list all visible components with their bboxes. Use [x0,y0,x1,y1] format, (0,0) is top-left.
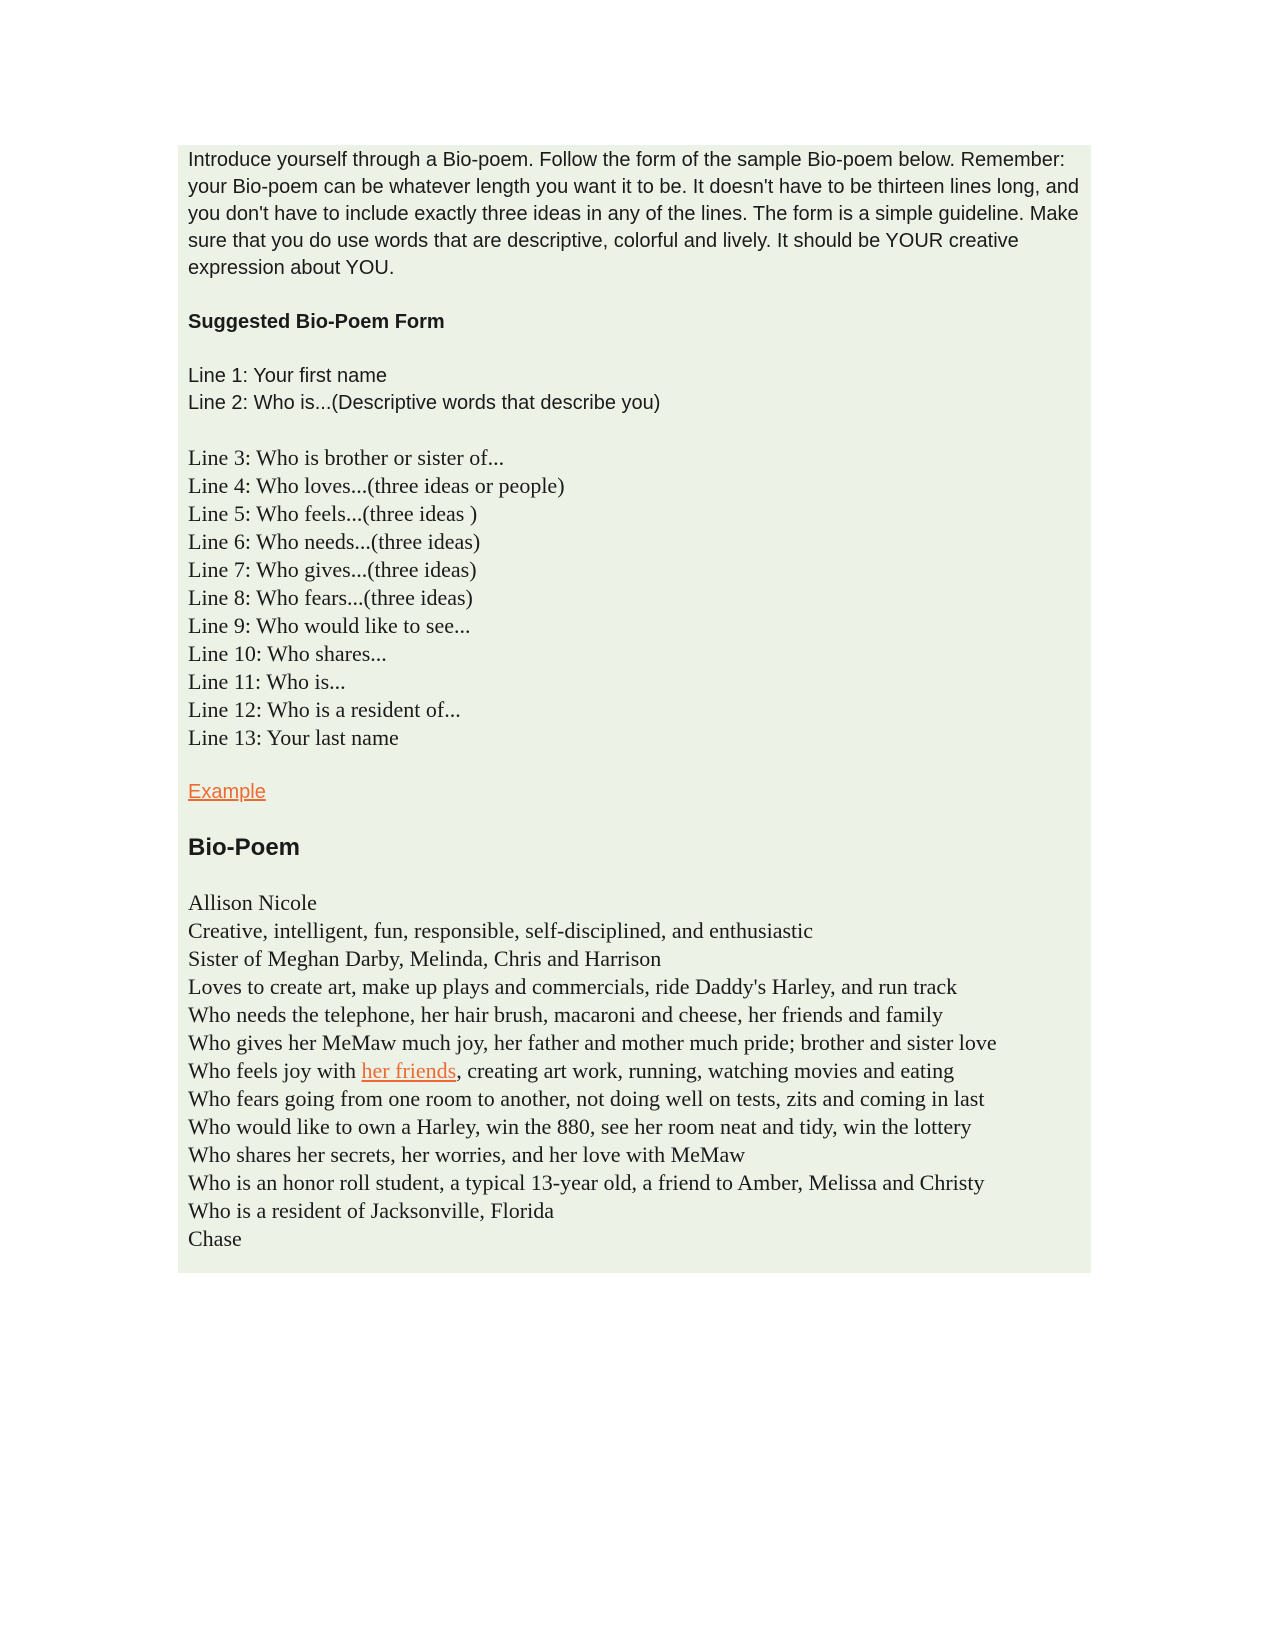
poem-heading: Bio-Poem [188,834,301,861]
poem-line-descriptors: Creative, intelligent, fun, responsible, self-disciplined, and enthusiastic [188,918,814,943]
form-lines-sans [188,363,1087,417]
form-line-9: Line 9: Who would like to see... [188,613,471,638]
form-line-13: Line 13: Your last name [188,725,399,750]
form-heading: Suggested Bio-Poem Form [188,311,445,333]
poem-line-resident: Who is a resident of Jacksonville, Florida [188,1198,554,1223]
intro-paragraph: Introduce yourself through a Bio-poem. Follow the form of the sample Bio-poem below. Remember: your Bio-poem can be whatever length you want it to be. It doesn't have to be thirteen lines long, and you don't have to include exactly three ideas in any of the lines. The form is a simple guideline. Make sure that you do use words that are descriptive, colorful and lively. It should be YOUR creative expression about YOU. [188,149,1080,279]
poem-feels-suffix: , creating art work, running, watching movies and eating [456,1058,955,1083]
form-line-1: Line 1: Your first name [188,365,388,387]
poem-line-loves: Loves to create art, make up plays and commercials, ride Daddy's Harley, and run track [188,974,958,999]
highlighted-content-block [178,145,1091,1273]
form-line-2: Line 2: Who is...(Descriptive words that describe you) [188,392,661,414]
form-line-11: Line 11: Who is... [188,669,346,694]
poem-line-lastname: Chase [188,1226,242,1251]
poem-line-name: Allison Nicole [188,890,317,915]
poem-line-needs: Who needs the telephone, her hair brush, macaroni and cheese, her friends and family [188,1002,944,1027]
poem-feels-prefix: Who feels joy with [188,1058,362,1083]
form-lines-serif [188,444,1087,752]
form-line-6: Line 6: Who needs...(three ideas) [188,529,481,554]
form-line-8: Line 8: Who fears...(three ideas) [188,585,473,610]
poem-line-feels [188,1057,1087,1085]
example-link-row [188,779,1087,806]
poem-line-shares: Who shares her secrets, her worries, and her love with MeMaw [188,1142,746,1167]
poem-line-fears: Who fears going from one room to another, not doing well on tests, zits and coming in last [188,1086,985,1111]
bio-poem [188,889,1087,1253]
poem-line-sister: Sister of Meghan Darby, Melinda, Chris and Harrison [188,946,662,971]
poem-line-gives: Who gives her MeMaw much joy, her father and mother much pride; brother and sister love [188,1030,997,1055]
example-link[interactable]: Example [188,781,266,803]
form-line-12: Line 12: Who is a resident of... [188,697,461,722]
form-line-3: Line 3: Who is brother or sister of... [188,445,505,470]
form-line-4: Line 4: Who loves...(three ideas or people) [188,473,565,498]
form-line-10: Line 10: Who shares... [188,641,387,666]
form-line-7: Line 7: Who gives...(three ideas) [188,557,477,582]
poem-line-would-like: Who would like to own a Harley, win the 880, see her room neat and tidy, win the lottery [188,1114,972,1139]
her-friends-link[interactable]: her friends [361,1058,457,1083]
poem-line-honor-roll: Who is an honor roll student, a typical 13-year old, a friend to Amber, Melissa and Christy [188,1170,985,1195]
form-line-5: Line 5: Who feels...(three ideas ) [188,501,478,526]
